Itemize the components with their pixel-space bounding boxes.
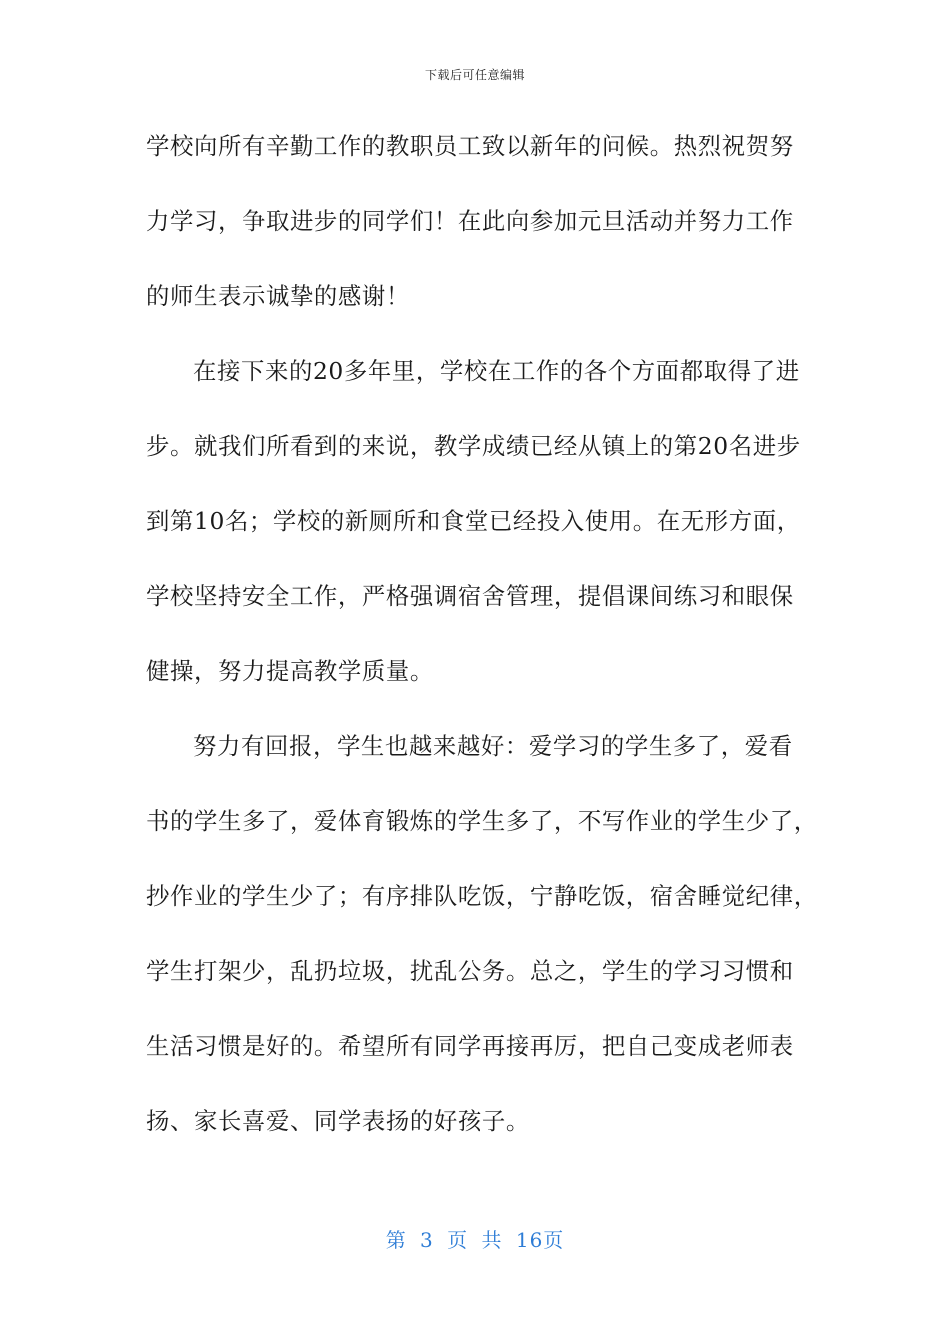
- page-header: 下载后可任意编辑: [424, 68, 525, 82]
- text-line: 的师生表示诚挚的感谢！: [146, 282, 410, 310]
- text-line: 健操，努力提高教学质量。: [146, 657, 434, 685]
- text-line: 努力有回报，学生也越来越好：爱学习的学生多了，爱看: [193, 732, 793, 760]
- text-line: 书的学生多了，爱体育锻炼的学生多了，不写作业的学生少了，: [146, 807, 818, 835]
- text-line: 抄作业的学生少了；有序排队吃饭，宁静吃饭，宿舍睡觉纪律，: [146, 882, 818, 910]
- text-line: 学校坚持安全工作，严格强调宿舍管理，提倡课间练习和眼保: [146, 582, 794, 610]
- text-line: 学校向所有辛勤工作的教职员工致以新年的问候。热烈祝贺努: [146, 132, 794, 160]
- text-line: 步。就我们所看到的来说，教学成绩已经从镇上的第20名进步: [146, 432, 801, 460]
- text-line: 学生打架少，乱扔垃圾，扰乱公务。总之，学生的学习习惯和: [146, 957, 794, 985]
- text-line: 力学习，争取进步的同学们！在此向参加元旦活动并努力工作: [146, 207, 794, 235]
- text-line: 在接下来的20多年里，学校在工作的各个方面都取得了进: [193, 357, 800, 385]
- page-number-footer: 第 3 页 共 16页: [385, 1228, 565, 1252]
- text-line: 生活习惯是好的。希望所有同学再接再厉，把自己变成老师表: [146, 1032, 794, 1060]
- text-line: 扬、家长喜爱、同学表扬的好孩子。: [146, 1107, 530, 1135]
- text-line: 到第10名；学校的新厕所和食堂已经投入使用。在无形方面，: [146, 507, 801, 535]
- document-body: [146, 126, 826, 1176]
